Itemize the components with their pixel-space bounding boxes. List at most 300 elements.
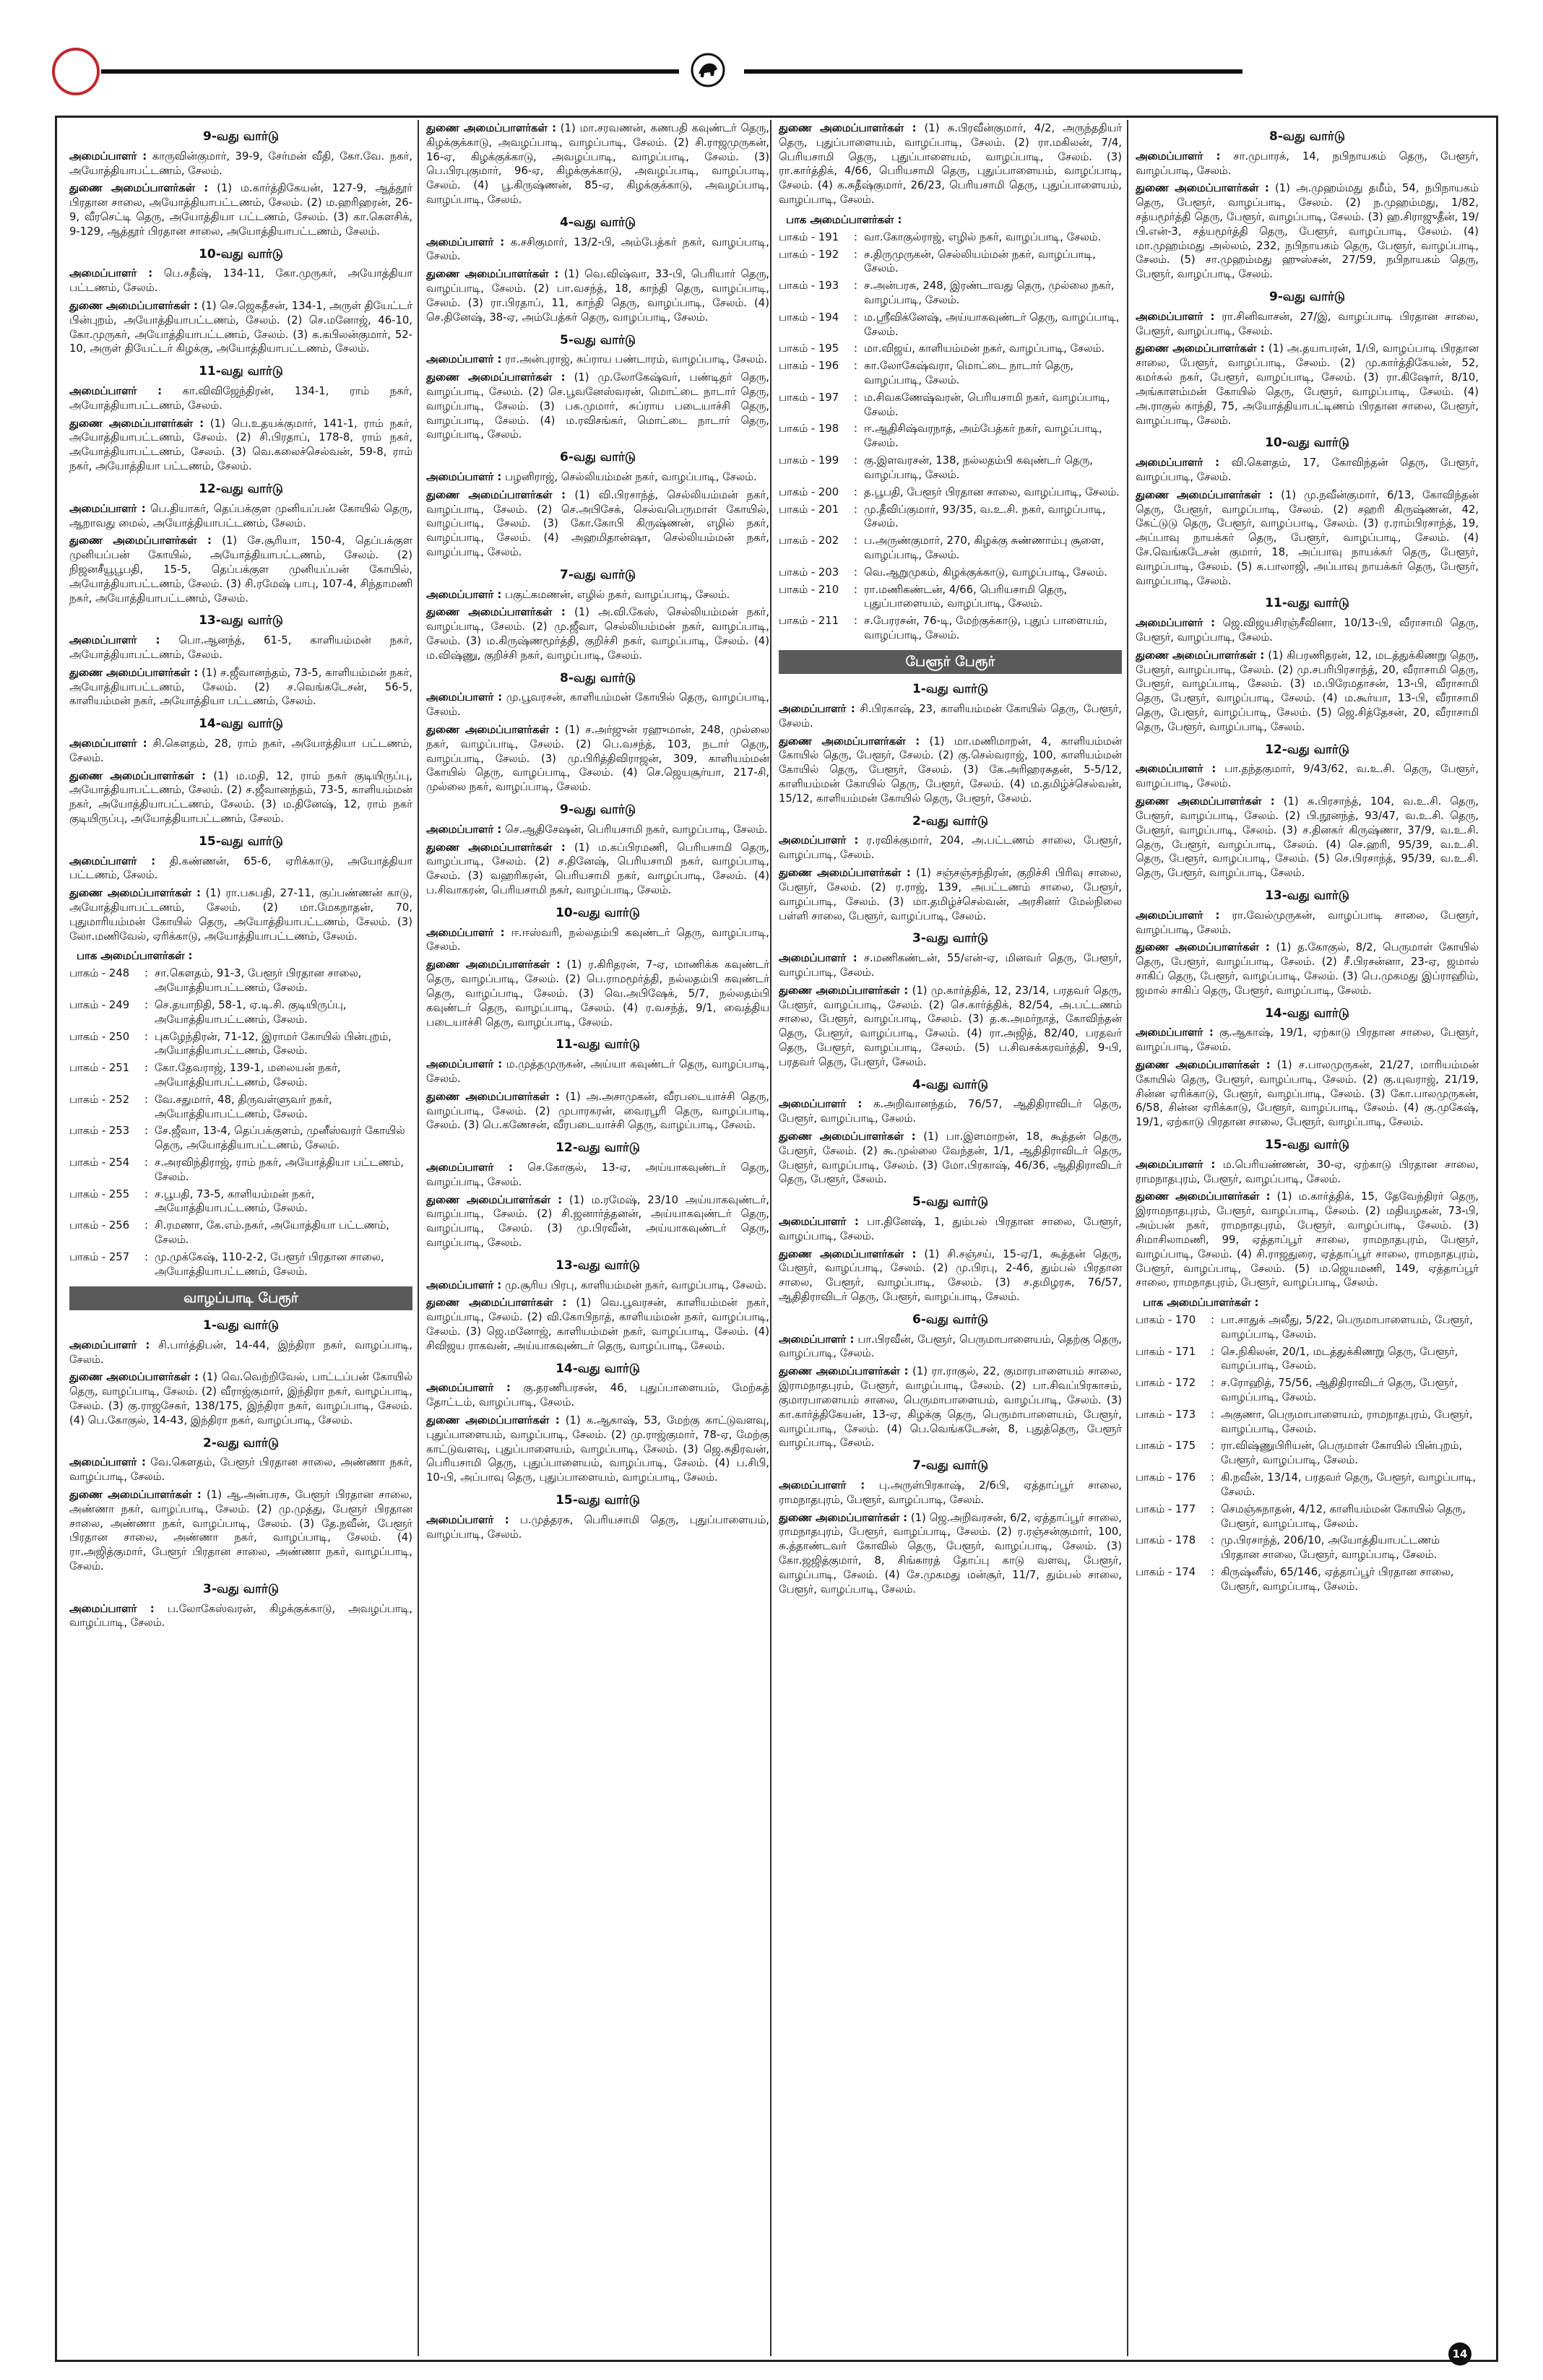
- booth-organiser: கோ.தேவராஜ், 139-1, மலையன் நகர், அயோத்தியாபட்டணம், சேலம்.: [155, 1062, 341, 1089]
- deputy-organisers-entry: [779, 984, 1122, 1070]
- booth-organisers-title: பாக அமைப்பாளர்கள் :: [77, 950, 193, 963]
- deputy-label: துணை அமைப்பாளர்கள் :: [69, 535, 212, 548]
- organiser-label: அமைப்பாளர் :: [69, 150, 147, 163]
- deputy-label: துணை அமைப்பாளர்கள் :: [779, 1365, 909, 1378]
- section-banner: வாழப்பாடி பேரூர்: [69, 1286, 412, 1310]
- booth-organiser: ச.பூபதி, 73-5, காளியம்மன் நகர், அயோத்தியாபட்டணம், சேலம்.: [155, 1187, 315, 1215]
- ward-heading: 2-வது வார்டு: [202, 1435, 280, 1450]
- booth-number: பாகம் - 196: [779, 360, 839, 373]
- ward-heading: 15-வது வார்டு: [1265, 1138, 1349, 1153]
- organiser-label: அமைப்பாளர் :: [69, 634, 160, 647]
- ward-heading: 10-வது வார்டு: [556, 905, 640, 920]
- booth-organiser: மு.பிரசாந்த், 206/10, அயோத்தியாபட்டணம் பிரதான சாலை, பேளூர், வாழப்பாடி, சேலம்.: [1221, 1534, 1440, 1562]
- booth-organiser: வே.சதுமார், 48, திருவள்ளுவர் நகர், அயோத்தியாபட்டணம், சேலம்.: [155, 1093, 332, 1120]
- booth-organiser: ச.திருமுருகன், செல்லியம்மன் நகர், வாழப்பாடி, சேலம்.: [864, 248, 1096, 275]
- organiser-text: பா.தந்தகுமார், 9/43/62, வ.உ.சி. தெரு, பேளூர், வாழப்பாடி, சேலம்.: [1136, 763, 1479, 790]
- organiser-entry: [1136, 762, 1479, 791]
- deputy-label: துணை அமைப்பாளர்கள் :: [69, 300, 198, 313]
- organiser-text: பெ.தியாகர், தெப்பக்குள முனியப்பன் கோயில் தெரு, ஆறாவது மைல், அயோத்தியாபட்டணம், சேலம்.: [69, 502, 412, 529]
- organiser-text: பு.அருள்பிரகாஷ், 2/6பி, ஏத்தாப்பூர் சாலை, ராமநாதபுரம், பேளூர், வாழப்பாடி, சேலம்.: [779, 1479, 1122, 1506]
- ward-block: [69, 1581, 412, 1630]
- organiser-text: க.சசிகுமார், 13/2-பி, அம்பேத்கர் நகர், வாழப்பாடி, சேலம்.: [426, 235, 769, 263]
- booth-organiser: செ.நிகிலன், 20/1, மடத்துக்கிணறு தெரு, பேளூர், வாழப்பாடி, சேலம்.: [1221, 1345, 1458, 1372]
- ward-block: [69, 1317, 412, 1428]
- column-1: [69, 121, 412, 2353]
- deputy-organisers-entry: [426, 488, 769, 560]
- ward-heading: 14-வது வார்டு: [1265, 1005, 1349, 1021]
- organiser-text: செ.ஆதிசேஷன், பெரியசாமி நகர், வாழப்பாடி, சேலம்.: [504, 823, 768, 836]
- organiser-text: பழனிராஜ், செல்லியம்மன் நகர், வாழப்பாடி, சேலம்.: [504, 470, 757, 483]
- deputy-text: (1) ஆ.அன்பரசு, பேளூர் பிரதான சாலை, அண்ணா நகர், வாழப்பாடி, சேலம். (2) மு.முத்து, பேளூர் பிரதான சாலை, அண்ணா நகர், வாழப்பாடி, சேலம். (3) தே.நவீன், பேளூர் பிரதான சாலை, அண்ணா நகர், வாழப்பாடி, சேலம். (4) ரா.அஜித்குமார், பேளூர் பிரதான சாலை, அண்ணா நகர், வாழப்பாடி, சேலம்.: [69, 1489, 412, 1573]
- organiser-entry: [426, 691, 769, 719]
- organiser-label: அமைப்பாளர் :: [426, 691, 503, 704]
- organiser-entry: [779, 702, 1122, 731]
- deputy-text: (1) சி.சஞ்சய், 15-ஏ/1, கூத்தன் தெரு, பேளூர், வாழப்பாடி, சேலம். (2) மு.பிரபு, 2-46, தும்பல் பிரதான சாலை, பேளூர், வாழப்பாடி, சேலம். (3) ச.தமிழரசு, 76/57, ஆதிதிராவிடர் தெரு, பேளூர், வாழப்பாடி, சேலம்.: [779, 1247, 1122, 1304]
- deputy-text: (1) ம.கார்த்திக், 15, தேவேந்திரர் தெரு, இராமநாதபுரம், பேளூர், வாழப்பாடி, சேலம். (2) மதியழகன், 73-பி, அம்பன் நகர், ராமநாதபுரம், பேளூர், வாழப்பாடி, சேலம். (3) சிமாசிலாமணி, 99, ஏத்தாப்பூர் சாலை, ராமநாதபுரம், பேளூர், வாழப்பாடி, சேலம். (4) சி.ராஜதுரை, ஏத்தாப்பூர் சாலை, ராமநாதபுரம், பேளூர், வாழப்பாடி, சேலம். (5) ம.ஜெயமணி, 149, ஏத்தாப்பூர் சாலை, ராமநாதபுரம், பேளூர், வாழப்பாடி, சேலம்.: [1136, 1190, 1479, 1289]
- deputy-label: துணை அமைப்பாளர்கள் :: [426, 1414, 560, 1427]
- organiser-entry: [1136, 1158, 1479, 1187]
- booth-number: பாகம் - 170: [1136, 1313, 1196, 1326]
- booth-row: [779, 342, 1122, 356]
- deputy-organisers-entry: [426, 371, 769, 442]
- deputy-text: (1) மு.கார்த்திக், 12, 23/14, பரதவர் தெரு, பேளூர், வாழப்பாடி, சேலம். (2) செ.கார்த்திக், 82/54, அ.பட்டணம் சாலை, பேளூர், வாழப்பாடி, சேலம். (3) த.க.அமர்நாத், கோவிந்தன் தெரு, பேளூர், வாழப்பாடி, சேலம். (4) ரா.அஜித், 82/40, பரதவர் தெரு, பேளூர், வாழப்பாடி, சேலம். (5) ப.சிவசக்கரவர்த்தி, 9-பி, பரதவர் தெரு, பேளூர், சேலம்.: [779, 984, 1122, 1068]
- deputy-label: துணை அமைப்பாளர்கள் :: [779, 1247, 917, 1260]
- booth-organiser: சே.ஜீவா, 13-4, தெப்பக்குளம், முனீஸ்வரர் கோயில் தெரு, அயோத்தியாபட்டணம், சேலம்.: [155, 1125, 405, 1152]
- organiser-entry: [426, 1513, 769, 1542]
- organiser-label: அமைப்பாளர் :: [426, 1278, 502, 1291]
- booth-row: [779, 454, 1122, 483]
- organiser-text: ச.மணிகண்டன், 55/என்-ஏ, மினவர் தெரு, பேளூர், வாழப்பாடி, சேலம்.: [779, 952, 1122, 979]
- booth-organiser: சா.கௌதம், 91-3, பேளூர் பிரதான சாலை, அயோத்தியாபட்டணம், சேலம்.: [155, 967, 362, 995]
- booth-colon: :: [144, 1125, 148, 1138]
- booth-organiser: ச.பேரரசன், 76-டி, மேற்குக்காடு, புதுப் பாளையம், வாழப்பாடி, சேலம்.: [864, 615, 1107, 641]
- organiser-text: ஜெ.விஜயசிரஞ்சீவினா, 10/13-பி, வீராசாமி தெரு, பேளூர், வாழப்பாடி, சேலம்.: [1136, 617, 1479, 644]
- booth-colon: :: [854, 280, 857, 293]
- booth-row: [69, 1187, 412, 1216]
- organiser-label: அமைப்பாளர் :: [779, 834, 859, 847]
- booth-row: [69, 1093, 412, 1122]
- deputy-organisers-entry: [426, 1296, 769, 1353]
- booth-colon: :: [144, 967, 148, 980]
- deputy-text: (1) வெ.பூவரசன், காளியம்மன் நகர், வாழப்பாடி, சேலம். (2) வி.கோபிநாத், காளியம்மன் நகர், வாழப்பாடி, சேலம். (3) ஜெ.மனோஜ், காளியம்மன் நகர், வாழப்பாடி, சேலம். (4) சிவிஜய ராகவன், அய்யாகவுண்டர் தெரு, வாழப்பாடி, சேலம்.: [426, 1297, 769, 1352]
- organiser-text: பகுட்கமணன், எழில் நகர், வாழப்பாடி, சேலம்.: [504, 588, 730, 601]
- organiser-entry: [426, 352, 769, 367]
- booth-organiser: ச.அன்பரசு, 248, இரண்டாவது தெரு, முல்லை நகர், வாழப்பாடி, சேலம்.: [864, 280, 1115, 306]
- booth-organiser: செ.தயாநிதி, 58-1, ஏ.டி.சி. குடியிருப்பு, அயோத்தியாபட்டணம், சேலம்.: [155, 998, 347, 1026]
- deputy-organisers-entry: [69, 534, 412, 605]
- organiser-entry: [69, 384, 412, 413]
- deputy-label: துணை அமைப்பாளர்கள் :: [1136, 488, 1274, 501]
- booth-number: பாகம் - 255: [69, 1187, 130, 1200]
- booth-number: பாகம் - 175: [1136, 1440, 1196, 1453]
- ward-block: [779, 1458, 1122, 1596]
- deputy-organisers-entry: [69, 417, 412, 474]
- ward-heading: 1-வது வார்டு: [202, 1318, 280, 1333]
- booth-organiser: ம.ஸ்ரீவிக்னேஷ், அய்யாகவுண்டர் தெரு, வாழப்பாடி, சேலம்.: [864, 311, 1120, 338]
- organiser-entry: [69, 854, 412, 883]
- booth-organiser: ஈ.ஆதிசிஷ்வரநாத், அம்பேத்கர் நகர், வாழப்பாடி, சேலம்.: [864, 423, 1102, 450]
- deputy-text: (1) ம.கார்த்திகேயன், 127-9, ஆத்தூர் பிரதான சாலை, அயோத்தியாபட்டணம், சேலம். (2) ம.ஹரிஹரன், 26-9, வீரசெட்டி தெரு, அயோத்தியா பட்டணம், சேலம். (3) கா.கௌசிக், 9-129, ஆத்தூர் பிரதான சாலை, அயோத்தியாபட்டணம், சேலம்.: [69, 182, 412, 238]
- organiser-entry: [779, 121, 1122, 207]
- ward-block: [779, 930, 1122, 1069]
- booth-row: [779, 485, 1122, 500]
- ward-heading: 5-வது வார்டு: [912, 1195, 989, 1210]
- deputy-text: (1) அ.வி.கேஸ், செல்லியம்மன் நகர், வாழப்பாடி, சேலம். (2) மு.ஜீவா, செல்லியம்மன் நகர், வாழப்பாடி, சேலம். (3) ம.கிருஷ்ணமூர்த்தி, குறிச்சி நகர், வாழப்பாடி, சேலம். (4) ம.விஷ்ணு, குறிச்சி நகர், வாழப்பாடி, சேலம்.: [426, 606, 769, 662]
- deputy-organisers-entry: [1136, 1058, 1479, 1130]
- deputy-organisers-entry: [779, 866, 1122, 923]
- deputy-text: (1) மா.மணிமாறன், 4, காளியம்மன் கோயில் தெரு, பேளூர், சேலம். (2) கு.செல்வராஜ், 100, காளியம்மன் கோயில் தெரு, பேளூர், சேலம். (3) கே.அரிஹரசுதன், 5-5/12, காளியம்மன் கோயில் தெரு, பேளூர், சேலம். (4) ம.தமிழ்ச்செல்வன், 15/12, காளியம்மன் கோயில் தெரு, பேளூர், சேலம்.: [779, 735, 1122, 805]
- organiser-label: அமைப்பாளர் :: [69, 267, 153, 280]
- ward-heading: 15-வது வார்டு: [556, 1493, 640, 1508]
- deputy-organisers-entry: [426, 267, 769, 324]
- deputy-label: துணை அமைப்பாளர்கள் :: [1136, 1058, 1271, 1071]
- column-divider: [770, 120, 772, 2356]
- organiser-text: சா.முபாரக், 14, நபிநாயகம் தெரு, பேளூர், வாழப்பாடி, சேலம்.: [1136, 150, 1479, 177]
- booth-number: பாகம் - 201: [779, 503, 839, 516]
- ward-block: [1136, 1005, 1479, 1130]
- ward-block: [779, 1312, 1122, 1450]
- organiser-entry: [426, 121, 769, 207]
- deputy-label: துணை அமைப்பாளர்கள் :: [779, 867, 911, 880]
- deputy-text: (1) வெ.வெற்றிவேல், பாட்டப்பன் கோயில் தெரு, வாழப்பாடி, சேலம். (2) வீராஜ்குமார், இந்திரா நகர், வாழப்பாடி, சேலம். (3) கு.ராஜசேகர், 138/175, இந்திரா நகர், வாழப்பாடி, சேலம். (4) பெ.கோகுல், 14-43, இந்திரா நகர், வாழப்பாடி, சேலம்.: [69, 1371, 412, 1427]
- booth-organiser: ப.அருண்குமார், 270, கிழக்கு சுண்ணாம்பு சூளை, வாழப்பாடி, சேலம்.: [864, 535, 1105, 561]
- organiser-label: அமைப்பாளர் :: [779, 952, 857, 965]
- booth-row: [779, 583, 1122, 612]
- ward-block: [779, 1194, 1122, 1304]
- booth-colon: :: [854, 583, 857, 596]
- booth-row: [69, 1156, 412, 1185]
- deputy-label: துணை அமைப்பாளர்கள் :: [69, 1371, 199, 1384]
- ward-heading: 2-வது வார்டு: [912, 813, 989, 828]
- ward-heading: 6-வது வார்டு: [912, 1312, 989, 1327]
- booth-number: பாகம் - 173: [1136, 1408, 1196, 1421]
- booth-organisers-title: பாக அமைப்பாளர்கள் :: [786, 213, 902, 226]
- organiser-text: காருவின்குமார், 39-9, சேர்மன் வீதி, கோ.வே. நகர், அயோத்தியாபட்டணம், சேலம்.: [69, 150, 412, 177]
- ward-block: [426, 1140, 769, 1250]
- organiser-label: அமைப்பாளர் :: [426, 353, 502, 366]
- booth-organiser: மு.முக்கேஷ், 110-2-2, பேளூர் பிரதான சாலை, அயோத்தியாபட்டணம், சேலம்.: [155, 1250, 384, 1278]
- ward-heading: 12-வது வார்டு: [199, 481, 283, 496]
- organiser-label: அமைப்பாளர் :: [779, 1333, 855, 1346]
- booth-colon: :: [144, 1062, 148, 1075]
- deputy-text: (1) சே.சூரியா, 150-4, தெப்பக்குள முனியப்பன் கோயில், அயோத்தியாபட்டணம், சேலம். (2) நிஜனசீயூபூபதி, 15-5, தெப்பக்குள முனியப்பன் கோயில், அயோத்தியாபட்டணம், சேலம். (3) சி.ரமேஷ் பாபு, 107-4, சிந்தாமணி நகர், அயோத்தியாபட்டணம், சேலம்.: [69, 535, 412, 605]
- deputy-label: துணை அமைப்பாளர்கள் :: [426, 1090, 560, 1103]
- deputy-text: (1) அ.அசாமுகன், வீரபடையாச்சி தெரு, வாழப்பாடி, சேலம். (2) முபாரகரன், வைரபூரி தெரு, வாழப்பாடி, சேலம். (3) பெ.கணேசன், வீரபடையாச்சி தெரு, வாழப்பாடி, சேலம்.: [426, 1090, 769, 1132]
- ward-heading: 4-வது வார்டு: [559, 215, 636, 230]
- deputy-label: துணை அமைப்பாளர்கள் :: [1136, 649, 1265, 662]
- booth-row: [779, 391, 1122, 420]
- deputy-text: (1) ம.கப்பிரமணி, பெரியசாமி தெரு, வாழப்பாடி, சேலம். (2) ச.தினேஷ், பெரியசாமி நகர், வாழப்பாடி, சேலம். (3) வஹரிகரன், பெரியசாமி நகர், வாழப்பாடி, சேலம். (4) ப.சிவாகரன், பெரியசாமி நகர், வாழப்பாடி, சேலம்.: [426, 841, 769, 897]
- booth-organiser: வெ.ஆறுமுகம், கிழக்குக்காடு, வாழப்பாடி, சேலம்.: [864, 566, 1107, 579]
- booth-organiser: ச.ரோஹித், 75/56, ஆதிதிராவிடர் தெரு, பேளூர், வாழப்பாடி, சேலம்.: [1221, 1377, 1458, 1403]
- booth-number: பாகம் - 254: [69, 1156, 130, 1169]
- ward-block: [426, 802, 769, 898]
- header-rule-right: [744, 69, 1242, 74]
- ward-heading: 15-வது வார்டு: [199, 834, 283, 849]
- page-number: 14: [1448, 2342, 1471, 2366]
- booth-colon: :: [854, 485, 857, 498]
- booth-number: பாகம் - 192: [779, 248, 839, 261]
- booth-row: [779, 248, 1122, 277]
- organiser-label: அமைப்பாளர் :: [1136, 617, 1216, 630]
- ward-heading: 11-வது வார்டு: [556, 1037, 640, 1052]
- booth-row: [779, 311, 1122, 339]
- deputy-text: (1) செ.ஜெகதீசன், 134-1, அருள் தியேட்டர் பின்புறம், அயோத்தியாபட்டணம், சேலம். (2) செ.மனோஜ், 46-10, கோ.முருகர், அயோத்தியாபட்டணம், சேலம். (3) க.கபிலன்குமார், 52-10, அருள் தியேட்டர் கிழக்கு, அயோத்தியாபட்டணம், சேலம்.: [69, 300, 412, 355]
- ward-heading: 14-வது வார்டு: [199, 717, 283, 732]
- booth-number: பாகம் - 253: [69, 1125, 130, 1138]
- organiser-label: அமைப்பாளர் :: [1136, 310, 1215, 323]
- deputy-text: (1) ச.அர்ஜுன் ரஹுமான், 248, முல்லை நகர், வாழப்பாடி, சேலம். (2) பெ.வசந்த், 103, நடார் தெரு, வாழப்பாடி, சேலம். (3) மு.பிரித்திவிராஜன், 309, காளியம்மன் கோயில் தெரு, வாழப்பாடி, சேலம். (4) செ.ஜெயசூர்யா, 217-சி, முல்லை நகர், வாழப்பாடி, சேலம்.: [426, 724, 769, 794]
- deputy-text: (1) அ.தயாபரன், 1/பி, வாழப்பாடி பிரதான சாலை, பேளூர், வாழப்பாடி, சேலம். (2) மு.கார்த்திகேயன், 52, கமர்கல் நகர், பேளூர், வாழப்பாடி, சேலம். (3) ரா.கிஷோர், 8/10, அங்காளம்மன் கோயில் தெரு, பேளூர், வாழப்பாடி, சேலம். (4) அ.ராகுல் காந்தி, 75, அயோத்தியாபட்டிணம் பிரதான சாலை, பேளூர், வாழப்பாடி, சேலம்.: [1136, 342, 1479, 427]
- page-header: [0, 0, 1543, 130]
- booth-colon: :: [854, 342, 857, 355]
- organiser-text: ரா.அன்புராஜ், சுப்ராய பண்டாரம், வாழப்பாடி, சேலம்.: [504, 353, 768, 366]
- booth-row: [69, 1030, 412, 1059]
- booth-colon: :: [1211, 1313, 1214, 1326]
- booth-number: பாகம் - 176: [1136, 1471, 1196, 1484]
- organiser-entry: [426, 235, 769, 264]
- booth-row: [779, 503, 1122, 532]
- column-3: [779, 121, 1122, 2353]
- ward-block: [69, 716, 412, 826]
- booth-row: [1136, 1533, 1479, 1562]
- booth-colon: :: [144, 1250, 148, 1263]
- booth-organiser: கா.லோகேஷ்வரா, மொட்டை நாடார் தெரு, வாழப்பாடி, சேலம்.: [864, 360, 1074, 386]
- organiser-text: க.அறிவானந்தம், 76/57, ஆதிதிராவிடர் தெரு, பேளூர், வாழப்பாடி, சேலம்.: [779, 1098, 1122, 1125]
- booth-colon: :: [854, 230, 857, 243]
- organiser-label: அமைப்பாளர் :: [69, 737, 147, 750]
- booth-number: பாகம் - 257: [69, 1250, 130, 1263]
- organiser-entry: [69, 1455, 412, 1484]
- booth-colon: :: [854, 311, 857, 324]
- booth-number: பாகம் - 174: [1136, 1565, 1196, 1578]
- deputy-organisers-entry: [426, 1193, 769, 1250]
- booth-row: [779, 422, 1122, 451]
- organiser-text: பெ.சதீஷ், 134-11, கோ.முருகர், அயோத்தியா பட்டணம், சேலம்.: [69, 267, 412, 295]
- deputy-label: துணை அமைப்பாளர்கள் :: [1136, 795, 1275, 808]
- organiser-text: ரா.சினிவாசன், 27/இ, வாழப்பாடி பிரதான சாலை, பேளூர், வாழப்பாடி, சேலம்.: [1136, 310, 1479, 337]
- organiser-entry: [779, 1215, 1122, 1244]
- booth-organiser: பா.சாதுக் அலீது, 5/22, பெருமாபாளையம், பேளூர், வாழப்பாடி, சேலம்.: [1221, 1313, 1473, 1341]
- booth-number: பாகம் - 195: [779, 342, 839, 355]
- booth-row: [69, 1124, 412, 1153]
- booth-organiser: கு.இளவரசன், 138, நல்லதம்பி கவுண்டர் தெரு, வாழப்பாடி, சேலம்.: [864, 454, 1093, 481]
- booth-row: [1136, 1376, 1479, 1405]
- deputy-text: (1) சு.பிரசாந்த், 104, வ.உ.சி. தெரு, பேளூர், வாழப்பாடி, சேலம். (2) பி.நூனந்த், 93/47, வ.உ.சி. தெரு, பேளூர், வாழப்பாடி, சேலம். (3) ச.தினகர் கிருஷ்ணா, 37/9, வ.உ.சி. தெரு, பேளூர், வாழப்பாடி, சேலம். (4) செ.ஹரி, 95/39, வ.உ.சி. தெரு, பேளூர், வாழப்பாடி, சேலம். (5) செ.பிரசாந்த், 95/39, வ.உ.சி. தெரு, பேளூர், வாழப்பாடி, சேலம்.: [1136, 795, 1479, 880]
- organiser-label: அமைப்பாளர் :: [1136, 456, 1220, 469]
- deputy-text: (1) அ.முஹம்மது தமீம், 54, நபிநாயகம் தெரு, பேளூர், வாழப்பாடி, சேலம். (2) ந.முஹம்மது, 1/82, சத்யமூர்த்தி தெரு, பேளூர், வாழப்பாடி, சேலம். (3) ஹ.சிராஜுதீன், 19/பி.என்-3, சத்யமூர்த்தி தெரு, பேளூர், வாழப்பாடி, சேலம். (4) மா.முஹம்மது அல்லம், 232, நபிநாயகம் தெரு, பேளூர், வாழப்பாடி, சேலம். (5) சா.முஹம்மது ஹுஸ்சன், 27/59, நபிநாயகம் தெரு, பேளூர், வாழப்பாடி, சேலம்.: [1136, 182, 1479, 281]
- booth-number: பாகம் - 251: [69, 1062, 130, 1075]
- organiser-entry: [1136, 1026, 1479, 1055]
- organiser-text: வி.கௌதம், 17, கோவிந்தன் தெரு, பேளூர், வாழப்பாடி, சேலம்.: [1136, 456, 1479, 483]
- booth-row: [69, 998, 412, 1027]
- ward-block: [69, 834, 412, 944]
- booth-colon: :: [1211, 1534, 1214, 1547]
- deputy-text: (1) ர.கிரிதரன், 7-ஏ, மாணிக்க கவுண்டர் தெரு, வாழப்பாடி, சேலம். (2) பெ.ராமமூர்த்தி, நல்லதம்பி கவுண்டர் தெரு, வாழப்பாடி, சேலம். (3) வெ.அபிஷேக், 5/7, நல்லதம்பி கவுண்டர் தெரு, வாழப்பாடி, சேலம். (4) ர.வசந்த், 9/1, வைத்திய படையாச்சி தெரு, வாழப்பாடி, சேலம்.: [426, 959, 769, 1029]
- ward-heading: 6-வது வார்டு: [559, 450, 636, 465]
- deputy-organisers-entry: [426, 1090, 769, 1133]
- ward-block: [426, 567, 769, 663]
- deputy-organisers-entry: [69, 769, 412, 826]
- ward-heading: 13-வது வார்டு: [199, 613, 283, 628]
- booth-row: [1136, 1471, 1479, 1500]
- organiser-entry: [69, 1338, 412, 1367]
- ward-heading: 9-வது வார்டு: [202, 129, 280, 144]
- organiser-text: சி.பிரகாஷ், 23, காளியம்மன் கோயில் தெரு, பேளூர், சேலம்.: [779, 703, 1122, 730]
- organiser-entry: [1136, 310, 1479, 339]
- ward-heading: 12-வது வார்டு: [1265, 742, 1349, 757]
- deputy-organisers-entry: [69, 1370, 412, 1427]
- organiser-label: அமைப்பாளர் :: [69, 1602, 155, 1615]
- ward-heading: 11-வது வார்டு: [1265, 596, 1349, 611]
- organiser-entry: [426, 926, 769, 955]
- deputy-label: துணை அமைப்பாளர்கள் :: [1136, 342, 1265, 355]
- organiser-text: ர.ரவிக்குமார், 204, அ.பட்டணம் சாலை, பேளூர், வாழப்பாடி, சேலம்.: [779, 834, 1122, 862]
- deputy-text: (1) மு.லோகேஷ்வர், பண்டிதர் தெரு, வாழப்பாடி, சேலம். (2) செ.பூவனேஸ்வரன், மொட்டை நாடார் தெரு, வாழப்பாடி, சேலம். (3) பக.முமார், சுப்ராய படையாச்சி தெரு, வாழப்பாடி, சேலம். (4) ம.ரவிசங்கர், மொட்டை நாடார் தெரு, வாழப்பாடி, சேலம்.: [426, 371, 769, 441]
- organiser-text: பொ.ஆனந்த், 61-5, காளியம்மன் நகர், அயோத்தியாபட்டணம், சேலம்.: [69, 634, 412, 661]
- booth-number: பாகம் - 250: [69, 1030, 130, 1043]
- booth-colon: :: [144, 1187, 148, 1200]
- deputy-text: (1) ஜெ.அறிவரசன், 6/2, ஏத்தாப்பூர் சாலை, ராமநாதபுரம், பேளூர், வாழப்பாடி, சேலம். (2) ர.ரஞ்சன்குமார், 100, சு.த்தாண்டவர் கோவில் தெரு, பேளூர், வாழப்பாடி, சேலம். (3) கோ.ஜஜித்குமார், 8, சிங்காரத் தோப்பு காடு வளவு, பேளூர், வாழப்பாடி, சேலம். (4) சே.முகமது மன்சூர், 11/7, தும்பல் சாலை, பேளூர், வாழப்பாடி, சேலம்.: [779, 1511, 1122, 1596]
- booth-number: பாகம் - 198: [779, 423, 839, 436]
- section-banner: பேளூர் பேரூர்: [779, 650, 1122, 674]
- ward-block: [426, 1037, 769, 1133]
- organiser-entry: [779, 1333, 1122, 1362]
- deputy-organisers-entry: [779, 735, 1122, 806]
- ward-block: [69, 129, 412, 239]
- booth-colon: :: [1211, 1440, 1214, 1453]
- booth-colon: :: [1211, 1471, 1214, 1484]
- deputy-organisers-entry: [69, 1488, 412, 1574]
- organiser-entry: [1136, 616, 1479, 645]
- organiser-label: அமைப்பாளர் :: [69, 1456, 146, 1469]
- organiser-text: (1) சு.பிரவீன்குமார், 4/2, அருந்ததியர் தெரு, புதுப்பாளையம், வாழப்பாடி, சேலம். (2) ரா.மகிலன், 7/4, பெரியசாமி தெரு, புதுப்பாளையம், வாழப்பாடி, சேலம். (3) ரா.கார்த்திக், 4/66, பெரியசாமி தெரு, புதுப்பாளையம், வாழப்பாடி, சேலம். (4) க.சுதீஷ்குமார், 26/23, பெரியசாமி தெரு, புதுப்பாளையம், வாழப்பாடி, சேலம்.: [779, 122, 1122, 207]
- deputy-text: (1) பா.இளமாறன், 18, கூத்தன் தெரு, பேளூர், சேலம். (2) கூ.முல்லை வேந்தன், 1/1, ஆதிதிராவிடர் தெரு, பேளூர், வாழப்பாடி, சேலம். (3) மோ.பிரகாஷ், 46/36, ஆதிதிராவிடர் தெரு, பேளூர், சேலம்.: [779, 1130, 1122, 1186]
- ward-heading: 7-வது வார்டு: [559, 567, 636, 582]
- booth-colon: :: [854, 391, 857, 404]
- deputy-text: (1) சஞ்சஞ்சந்திரன், குறிச்சி பிரிவு சாலை, பேளூர், சேலம். (2) ர.ராஜ், 139, அபட்டணம் சாலை, பேளூர், வாழப்பாடி, சேலம். (3) மா.தமிழ்ச்செல்வன், அரசினர் மேல்நிலை பள்ளி சாலை, பேளூர், வாழப்பாடி, சேலம்.: [779, 867, 1122, 922]
- organiser-label: அமைப்பாளர் :: [779, 1098, 863, 1111]
- organiser-label: அமைப்பாளர் :: [426, 1382, 511, 1395]
- booth-row: [1136, 1439, 1479, 1468]
- party-logo-icon: [690, 52, 726, 88]
- ward-block: [1136, 129, 1479, 282]
- ward-block: [69, 613, 412, 709]
- deputy-label: துணை அமைப்பாளர்கள் :: [426, 841, 566, 854]
- organiser-entry: [69, 633, 412, 662]
- ward-heading: 8-வது வார்டு: [1268, 129, 1346, 144]
- booth-colon: :: [854, 535, 857, 548]
- deputy-text: (1) பெ.உதயக்குமார், 141-1, ராம் நகர், அயோத்தியாபட்டணம், சேலம். (2) சி.பிரதாப், 178-8, ராம் நகர், அயோத்தியாபட்டணம், சேலம். (3) வெ.கலைச்செல்வன், 59-8, ராம் நகர், அயோத்தியா பட்டணம், சேலம்.: [69, 417, 412, 473]
- organiser-text: ம.முத்தமுருகன், அய்யா கவுண்டர் தெரு, வாழப்பாடி, சேலம்.: [426, 1058, 769, 1085]
- deputy-organisers-entry: [779, 1247, 1122, 1304]
- ward-block: [69, 1435, 412, 1574]
- ward-block: [1136, 595, 1479, 734]
- organiser-label: அமைப்பாளர் :: [69, 854, 156, 867]
- deputy-organisers-entry: [426, 958, 769, 1029]
- deputy-organisers-entry: [69, 181, 412, 238]
- ward-block: [426, 332, 769, 443]
- deputy-text: (1) வி.பிரசாந்த், செல்லியம்மன் நகர், வாழப்பாடி, சேலம். (2) செ.அபிசேக், செல்வபெருமாள் கோயில், வாழப்பாடி, சேலம். (3) கோ.கோபி கிருஷ்ணன், எழில் நகர், வாழப்பாடி, சேலம். (4) அஹமிதான்ஷா, செல்லியம்மன் நகர், வாழப்பாடி, சேலம்.: [426, 488, 769, 558]
- deputy-label: துணை அமைப்பாளர்கள் :: [779, 1511, 908, 1524]
- deputy-organisers-entry: [1136, 649, 1479, 735]
- organiser-text: மு.சூரிய பிரபு, காளியம்மன் நகர், வாழப்பாடி, சேலம்.: [504, 1278, 767, 1291]
- booth-colon: :: [1211, 1345, 1214, 1358]
- deputy-organisers-entry: [426, 723, 769, 795]
- organiser-entry: [779, 834, 1122, 862]
- organiser-entry: [1136, 150, 1479, 178]
- deputy-label: துணை அமைப்பாளர்கள் :: [426, 371, 566, 384]
- organiser-entry: [1136, 456, 1479, 485]
- deputy-text: (1) த.கோகுல், 8/2, பெருமாள் கோயில் தெரு, பேளூர், வாழப்பாடி, சேலம். (2) சீ.பிரசன்னா, 23-ஏ, ஜமால் சாகிப் தெரு, பேளூர், வாழப்பாடி, சேலம். (3) பெ.முகமது இப்ராஹிம், ஜமால் சாகிப் தெரு, பேளூர், வாழப்பாடி, சேலம்.: [1136, 941, 1479, 997]
- deputy-text: (1) ரா.ராகுல், 22, குமாரபாளையம் சாலை, இராமநாதபுரம், பேளூர், வாழப்பாடி, சேலம். (2) பா.சிவப்பிரகாசம், குமாரபாளையம் சாலை, பெருமாபாளையம், வாழப்பாடி, சேலம். (3) கா.கார்த்திகேயன், 13-ஏ, கிழக்கு தெரு, பெருமாபாளையம், பேளூர், வாழப்பாடி, சேலம். (4) பெ.வெங்கடேசன், 8, புதுத்தெரு, பேளூர் வாழப்பாடி, சேலம்.: [779, 1365, 1122, 1450]
- header-circle-icon: [52, 48, 100, 95]
- organiser-text: ப.லோகேஸ்வரன், கிழக்குக்காடு, அவழப்பாடி, வாழப்பாடி, சேலம்.: [69, 1602, 412, 1630]
- organiser-entry: [69, 737, 412, 766]
- deputy-label: துணை அமைப்பாளர்கள் :: [69, 417, 204, 430]
- booth-number: பாகம் - 211: [779, 615, 839, 628]
- deputy-organisers-entry: [1136, 488, 1479, 589]
- booth-colon: :: [1211, 1565, 1214, 1578]
- organiser-label: அமைப்பாளர் :: [426, 926, 505, 939]
- deputy-text: (1) வெ.விஷ்வா, 33-பி, பெரியார் தெரு, வாழப்பாடி, சேலம். (2) பா.வசந்த், 18, காந்தி தெரு, வாழப்பாடி, சேலம். (3) ரா.பிரதாப், 11, காந்தி தெரு, வாழப்பாடி, சேலம். (4) செ.தினேஷ், 38-ஏ, அம்பேத்கர் தெரு, வாழப்பாடி, சேலம்.: [426, 268, 769, 324]
- ward-heading: 3-வது வார்டு: [202, 1581, 280, 1596]
- deputy-organisers-entry: [1136, 795, 1479, 880]
- booth-organiser: செமஞ்சுநாதன், 4/12, காளியம்மன் கோயில் தெரு, பேளூர், வாழப்பாடி, சேலம்.: [1221, 1502, 1466, 1530]
- organiser-label: அமைப்பாளர் :: [426, 235, 505, 248]
- deputy-text: (1) ம.மதி, 12, ராம் நகர் குடியிருப்பு, அயோத்தியாபட்டணம், சேலம். (2) ச.ஜீவானந்தம், 73-5, காளியம்மன் நகர், அயோத்தியாபட்டணம், சேலம். (3) ம.தினேஷ், 12, ராம் நகர் குடியிருப்பு, அயோத்தியாபட்டணம், சேலம்.: [69, 769, 412, 826]
- column-divider: [1127, 120, 1128, 2356]
- organiser-text: (1) மா.சரவணன், கணபதி கவுண்டர் தெரு, கிழக்குக்காடு, அவழப்பாடி, வாழப்பாடி, சேலம். (2) சி.ராஜமுருகன், 16-ஏ, கிழக்குக்காடு, அவழப்பாடி, வாழப்பாடி, சேலம். (3) பெ.பிரபுகுமார், 96-ஏ, கிழக்குக்காடு, அவழப்பாடி, வாழப்பாடி, சேலம். (4) பூ.கிருஷ்ணன், 85-ஏ, கிழக்குக்காடு, அவழப்பாடி, வாழப்பாடி, சேலம்.: [426, 122, 769, 207]
- booth-number: பாகம் - 193: [779, 280, 839, 293]
- ward-block: [1136, 289, 1479, 428]
- booth-organiser: புகழேந்திரன், 71-12, இராமர் கோயில் பின்புறம், அயோத்தியாபட்டணம், சேலம்.: [155, 1030, 392, 1057]
- booth-organiser: ச.அரவிந்திராஜ், ராம் நகர், அயோத்தியா பட்டணம், சேலம்.: [155, 1156, 404, 1183]
- column-2: [426, 121, 769, 2353]
- ward-block: [426, 121, 769, 207]
- organiser-entry: [426, 1381, 769, 1410]
- organiser-label: அமைப்பாளர் :: [1136, 1026, 1214, 1039]
- booth-number: பாகம் - 172: [1136, 1377, 1196, 1390]
- organiser-entry: [779, 1479, 1122, 1507]
- ward-block: [69, 481, 412, 605]
- booth-colon: :: [1211, 1408, 1214, 1421]
- booth-number: பாகம் - 199: [779, 454, 839, 467]
- deputy-label: துணை அமைப்பாளர்கள் :: [69, 666, 199, 679]
- organiser-entry: [426, 588, 769, 602]
- ward-heading: 11-வது வார்டு: [199, 364, 283, 379]
- deputy-label: துணை அமைப்பாளர்கள் :: [779, 984, 909, 997]
- booth-colon: :: [144, 1156, 148, 1169]
- organiser-entry: [426, 1057, 769, 1086]
- column-4: [1136, 121, 1479, 2353]
- organiser-text: பா.பிரவீன், பேளூர், பெருமாபாளையம், தெற்கு தெரு, வாழப்பாடி, சேலம்.: [779, 1333, 1122, 1360]
- deputy-label: துணை அமைப்பாளர்கள் :: [779, 1130, 916, 1143]
- organiser-label: அமைப்பாளர் :: [426, 470, 502, 483]
- deputy-label: துணை அமைப்பாளர்கள் :: [426, 724, 559, 737]
- deputy-label: துணை அமைப்பாளர்கள் :: [426, 1297, 567, 1310]
- ward-block: [779, 813, 1122, 924]
- organiser-label: அமைப்பாளர் :: [779, 1216, 859, 1229]
- booth-row: [779, 359, 1122, 388]
- organiser-label: அமைப்பாளர் :: [69, 385, 163, 398]
- booth-number: பாகம் - 249: [69, 998, 130, 1011]
- ward-heading: 9-வது வார்டு: [1268, 290, 1346, 305]
- deputy-organisers-entry: [1136, 940, 1479, 998]
- ward-heading: 9-வது வார்டு: [559, 802, 636, 818]
- ward-heading: 7-வது வார்டு: [912, 1458, 989, 1474]
- deputy-label: துணை அமைப்பாளர்கள் :: [69, 1489, 202, 1502]
